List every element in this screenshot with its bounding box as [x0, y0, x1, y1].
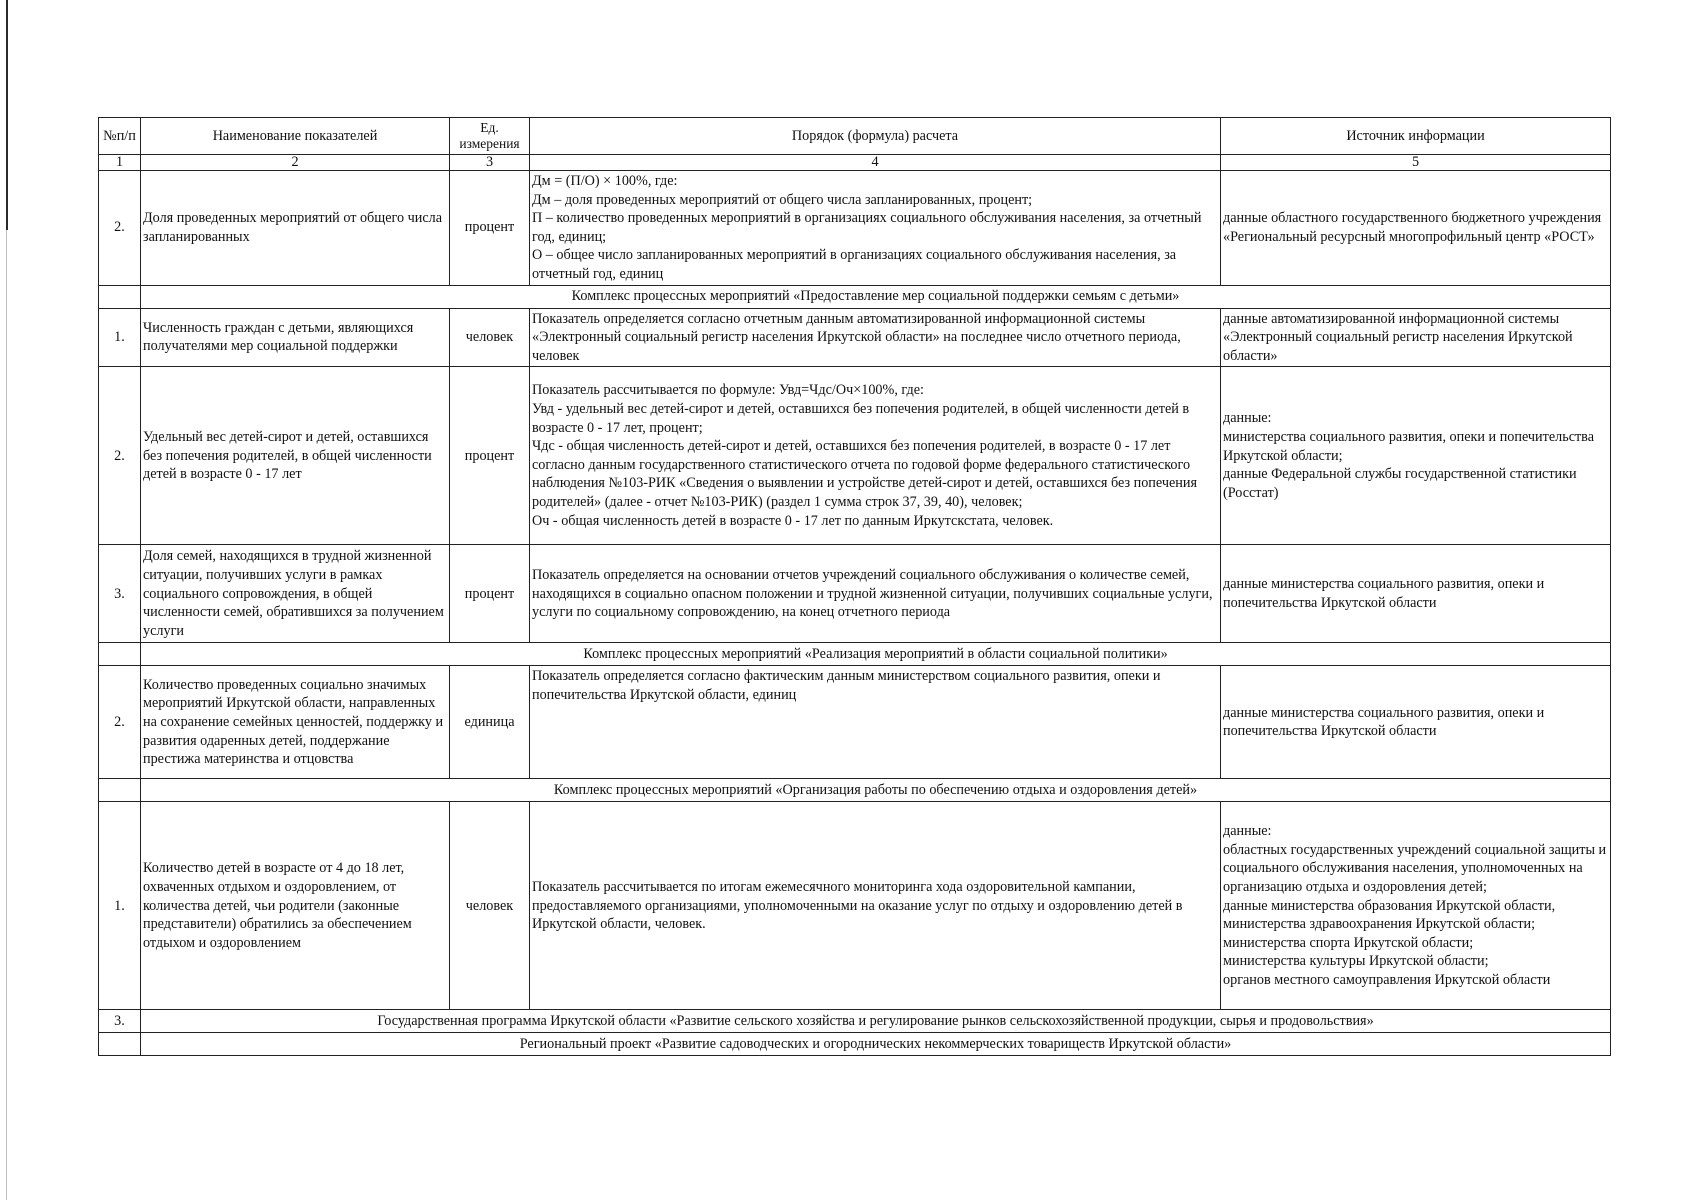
- source-line: министерства здравоохранения Иркутской области;: [1223, 916, 1536, 933]
- source-line: областных государственных учреждений социальной защиты и социального обслуживания населения, уполномоченных на организацию отдыха и оздоровления детей;: [1223, 841, 1607, 895]
- indicator-source: [1221, 802, 1611, 1010]
- formula-line: Увд - удельный вес детей-сирот и детей, оставшихся без попечения родителей, в общей численности детей в возрасте 0 - 17 лет, процент;: [532, 401, 1190, 436]
- table-row: [99, 308, 1611, 367]
- formula-line: П – количество проведенных мероприятий в организациях социального обслуживания населения, за отчетный год, единиц;: [532, 210, 1202, 245]
- header-num: №п/п: [99, 118, 141, 155]
- formula-line: Дм – доля проведенных мероприятий от общего числа запланированных, процент;: [532, 191, 1033, 208]
- indicator-unit: человек: [450, 308, 530, 367]
- table-row: [99, 666, 1611, 779]
- indicator-formula: Показатель определяется согласно фактическим данным министерством социального развития, опеки и попечительства Иркутской области, единиц: [530, 666, 1221, 779]
- row-number: 1.: [99, 308, 141, 367]
- indicator-formula: [530, 171, 1221, 286]
- header-unit-line2: измерения: [459, 136, 520, 151]
- formula-line: О – общее число запланированных мероприятий в организациях социального обслуживания населения, за отчетный год, единиц: [532, 247, 1177, 282]
- column-number: 2: [141, 155, 450, 171]
- indicator-formula: Показатель рассчитывается по итогам ежемесячного мониторинга хода оздоровительной кампании, предоставляемого организациями, уполномоченными на оказание услуг по отдыху и оздоровлению детей в Иркутской области, человек.: [530, 802, 1221, 1010]
- source-line: данные:: [1223, 823, 1272, 840]
- indicator-name: Количество детей в возрасте от 4 до 18 лет, охваченных отдыхом и оздоровлением, от количества детей, чьи родители (законные представители) обратились за обеспечением отдыхом и оздоровлением: [141, 802, 450, 1010]
- formula-line: Чдс - общая численность детей-сирот и детей, оставшихся без попечения родителей, в возрасте 0 - 17 лет согласно данным государственного статистического отчета по годовой форме федерального статистического наблюдения №103-РИК «Сведения о выявлении и устройстве детей-сирот и детей, оставшихся без попечения родителей» (далее - отчет №103-РИК) (раздел 1 сумма строк 37, 39, 40), человек;: [532, 438, 1197, 511]
- indicator-formula: Показатель определяется согласно отчетным данным автоматизированной информационной системы «Электронный социальный регистр населения Иркутской области» на последнее число отчетного периода, человек: [530, 308, 1221, 367]
- source-line: министерства социального развития, опеки и попечительства Иркутской области;: [1223, 428, 1594, 464]
- header-unit-line1: Ед.: [480, 120, 499, 135]
- indicator-unit: процент: [450, 545, 530, 643]
- table-row: [99, 367, 1611, 545]
- indicator-source: данные министерства социального развития, опеки и попечительства Иркутской области: [1221, 666, 1611, 779]
- row-number: 2.: [99, 171, 141, 286]
- scan-edge-line: [6, 230, 7, 1200]
- indicator-unit: единица: [450, 666, 530, 779]
- table-row: [99, 545, 1611, 643]
- indicator-unit: человек: [450, 802, 530, 1010]
- source-line: данные Федеральной службы государственной статистики (Росстат): [1223, 466, 1577, 501]
- formula-line: Оч - общая численность детей в возрасте 0 - 17 лет по данным Иркутскстата, человек.: [532, 512, 1054, 529]
- row-number: 2.: [99, 367, 141, 545]
- header-source: Источник информации: [1221, 118, 1611, 155]
- indicator-unit: процент: [450, 171, 530, 286]
- program-title: Государственная программа Иркутской области «Развитие сельского хозяйства и регулирование рынков сельскохозяйственной продукции, сырья и продовольствия»: [141, 1010, 1611, 1033]
- row-number: 2.: [99, 666, 141, 779]
- column-number: 1: [99, 155, 141, 171]
- section-title: Региональный проект «Развитие садоводческих и огороднических некоммерческих товариществ Иркутской области»: [141, 1033, 1611, 1056]
- indicator-unit: процент: [450, 367, 530, 545]
- table-header-row: [99, 118, 1611, 155]
- section-row: [99, 285, 1611, 308]
- source-line: министерства культуры Иркутской области;: [1223, 953, 1489, 970]
- row-number: 1.: [99, 802, 141, 1010]
- table-row: [99, 802, 1611, 1010]
- column-number: 5: [1221, 155, 1611, 171]
- section-row: [99, 1033, 1611, 1056]
- source-line: данные:: [1223, 410, 1272, 427]
- indicator-name: Численность граждан с детьми, являющихся получателями мер социальной поддержки: [141, 308, 450, 367]
- row-number: 3.: [99, 1010, 141, 1033]
- section-num-cell: [99, 285, 141, 308]
- section-row: [99, 643, 1611, 666]
- header-name: Наименование показателей: [141, 118, 450, 155]
- indicator-formula: Показатель определяется на основании отчетов учреждений социального обслуживания о количестве семей, находящихся в социально опасном положении и трудной жизненной ситуации, получивших социальные услуги, услуги по социальному сопровождению, на конец отчетного периода: [530, 545, 1221, 643]
- section-num-cell: [99, 779, 141, 802]
- source-line: министерства спорта Иркутской области;: [1223, 934, 1474, 951]
- header-formula: Порядок (формула) расчета: [530, 118, 1221, 155]
- section-num-cell: [99, 643, 141, 666]
- indicator-name: Количество проведенных социально значимых мероприятий Иркутской области, направленных на сохранение семейных ценностей, поддержку и развития одаренных детей, поддержание престижа материнства и отцовства: [141, 666, 450, 779]
- source-line: данные министерства образования Иркутской области,: [1223, 897, 1556, 914]
- indicator-source: данные министерства социального развития, опеки и попечительства Иркутской области: [1221, 545, 1611, 643]
- section-row: [99, 779, 1611, 802]
- formula-line: Дм = (П/О) × 100%, где:: [532, 173, 678, 189]
- indicator-source: данные автоматизированной информационной системы «Электронный социальный регистр населения Иркутской области»: [1221, 308, 1611, 367]
- section-title: Комплекс процессных мероприятий «Предоставление мер социальной поддержки семьям с детьми»: [141, 285, 1611, 308]
- scan-edge-shadow: [6, 0, 8, 230]
- section-title: Комплекс процессных мероприятий «Реализация мероприятий в области социальной политики»: [141, 643, 1611, 666]
- row-number: 3.: [99, 545, 141, 643]
- indicator-formula: [530, 367, 1221, 545]
- header-unit: [450, 118, 530, 155]
- table-row: [99, 171, 1611, 286]
- indicator-name: Доля проведенных мероприятий от общего числа запланированных: [141, 171, 450, 286]
- source-line: органов местного самоуправления Иркутской области: [1223, 971, 1551, 988]
- indicator-source: данные областного государственного бюджетного учреждения «Региональный ресурсный многопрофильный центр «РОСТ»: [1221, 171, 1611, 286]
- indicator-source: [1221, 367, 1611, 545]
- column-number: 3: [450, 155, 530, 171]
- indicator-name: Доля семей, находящихся в трудной жизненной ситуации, получивших услуги в рамках социального сопровождения, в общей численности семей, обратившихся за получением услуги: [141, 545, 450, 643]
- section-num-cell: [99, 1033, 141, 1056]
- column-number-row: [99, 155, 1611, 171]
- program-row: [99, 1010, 1611, 1033]
- column-number: 4: [530, 155, 1221, 171]
- indicator-name: Удельный вес детей-сирот и детей, оставшихся без попечения родителей, в общей численности детей в возрасте 0 - 17 лет: [141, 367, 450, 545]
- indicators-table: [98, 117, 1611, 1056]
- formula-line: Показатель рассчитывается по формуле: Увд=Чдс/Оч×100%, где:: [532, 382, 924, 399]
- section-title: Комплекс процессных мероприятий «Организация работы по обеспечению отдыха и оздоровления детей»: [141, 779, 1611, 802]
